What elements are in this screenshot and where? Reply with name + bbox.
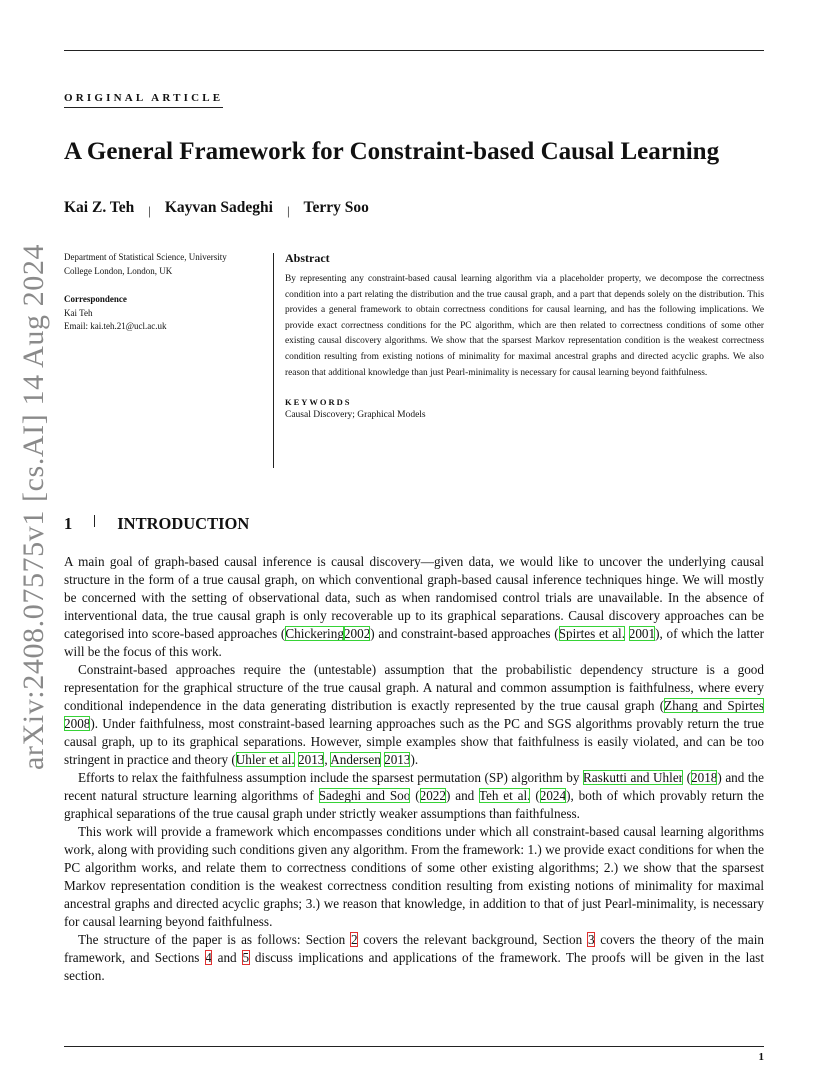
paper-title: A General Framework for Constraint-based Causal Learning bbox=[64, 138, 720, 165]
citation-link[interactable]: Sadeghi and Soo bbox=[318, 788, 411, 803]
section-ref-link[interactable]: 5 bbox=[242, 950, 250, 965]
citation-link[interactable]: 2001 bbox=[628, 626, 656, 641]
abstract-heading: Abstract bbox=[285, 251, 330, 265]
section-heading bbox=[64, 514, 249, 534]
bottom-rule bbox=[64, 1046, 764, 1047]
body-text bbox=[64, 553, 764, 985]
section-number: 1 bbox=[64, 514, 73, 533]
citation-link[interactable]: 2013 bbox=[384, 752, 411, 767]
section-ref-link[interactable]: 2 bbox=[350, 932, 358, 947]
author-list bbox=[64, 199, 369, 217]
citation-link[interactable]: Uhler et al. bbox=[235, 752, 295, 767]
top-rule bbox=[64, 50, 764, 51]
citation-link[interactable]: Teh et al. bbox=[478, 788, 531, 803]
paragraph: A main goal of graph-based causal inference is causal discovery—given data, we would like to uncover the underlying causal structure in the form of a true causal graph, on which conventional graph-based causal inference techniques hinge. We will mostly be concerned with the setting of observational data, such as when randomised control trials are unavailable. In the absence of interventional data, the true causal graph is only recoverable up to its graphical separations. Causal discovery approaches can be categorised into score-based approaches (Chickering2002) and constraint-based approaches (Spirtes et al. 2001), of which the latter will be the focus of this work. bbox=[64, 554, 765, 659]
author-name: Kai Z. Teh bbox=[64, 199, 135, 216]
page-number: 1 bbox=[758, 1051, 764, 1063]
section-ref-link[interactable]: 4 bbox=[205, 950, 212, 965]
column-divider bbox=[273, 253, 274, 468]
citation-link[interactable]: 2024 bbox=[539, 788, 567, 803]
abstract-block bbox=[285, 251, 764, 420]
paragraph: Constraint-based approaches require the (untestable) assumption that the probabilistic dependency structure is a good representation for the graphical structure of the true causal graph. A natural and common assumption is faithfulness, where every conditional independence in the data generating distribution is exactly represented by the true causal graph (Zhang and Spirtes 2008). Under faithfulness, most constraint-based learning approaches such as the PC and SGS algorithms provably return the true causal graph, up to its graphical separations. However, simple examples show that faithfulness is easily violated, and can be too stringent in practice and theory (Uhler et al. 2013, Andersen 2013). bbox=[64, 662, 764, 767]
affiliation-line: Department of Statistical Science, University bbox=[64, 252, 227, 262]
article-type-label: ORIGINAL ARTICLE bbox=[64, 92, 223, 108]
arxiv-identifier[interactable]: arXiv:2408.07575v1 [cs.AI] 14 Aug 2024 bbox=[17, 243, 50, 770]
citation-link[interactable]: Spirtes et al. bbox=[558, 626, 626, 641]
author-name: Terry Soo bbox=[303, 199, 369, 216]
correspondence-email: Email: kai.teh.21@ucl.ac.uk bbox=[64, 321, 167, 331]
correspondence-heading: Correspondence bbox=[64, 294, 127, 304]
correspondence-name: Kai Teh bbox=[64, 307, 93, 318]
section-bar bbox=[94, 515, 95, 527]
citation-link[interactable]: 2013 bbox=[298, 752, 325, 767]
section-ref-link[interactable]: 3 bbox=[587, 932, 595, 947]
citation-link[interactable]: Raskutti and Uhler bbox=[582, 770, 684, 785]
author-info-column bbox=[64, 251, 264, 334]
author-separator: | bbox=[148, 203, 151, 218]
author-name: Kayvan Sadeghi bbox=[164, 199, 273, 216]
citation-link[interactable]: Andersen bbox=[330, 752, 381, 767]
citation-link[interactable]: Zhang and Spirtes bbox=[664, 698, 764, 713]
citation-link[interactable]: 2002 bbox=[343, 626, 371, 641]
citation-link[interactable]: Chickering bbox=[285, 626, 344, 641]
paragraph: The structure of the paper is as follows: Section 2 covers the relevant background, Section 3 covers the theory of the main framework, and Sections 4 and 5 discuss implications and applications of the framework. The proofs will be given in the last section. bbox=[64, 932, 764, 983]
citation-link[interactable]: 2018 bbox=[691, 770, 718, 785]
keywords-text: Causal Discovery; Graphical Models bbox=[285, 410, 426, 421]
citation-link[interactable]: 2022 bbox=[419, 788, 446, 803]
affiliation-line: College London, London, UK bbox=[64, 265, 173, 276]
paragraph: Efforts to relax the faithfulness assumption include the sparsest permutation (SP) algorithm by Raskutti and Uhler (2018) and the recent natural structure learning algorithms of Sadeghi and Soo (2022) and Teh et al. (2024), both of which provably return the graphical separations of the true causal graph under strictly weaker assumptions than faithfulness. bbox=[64, 770, 765, 821]
section-title: INTRODUCTION bbox=[117, 514, 250, 533]
abstract-text: By representing any constraint-based causal learning algorithm via a placeholder property, we decompose the correctness condition into a part relating the distribution and the true causal graph, and a part that depends solely on the distribution. This provides a general framework to obtain correctness conditions for causal learning, and has the following implications. We provide exact correctness conditions for the PC algorithm, which are then related to correctness conditions of some other existing causal discovery algorithms. We show that the sparsest Markov representation condition is the weakest correctness condition resulting from existing notions of minimality for maximal ancestral graphs and directed acyclic graphs. We also reason that additional knowledge than just Pearl-minimality is necessary for causal learning beyond faithfulness. bbox=[285, 274, 764, 378]
author-separator: | bbox=[286, 203, 290, 218]
citation-link[interactable]: 2008 bbox=[64, 716, 91, 731]
keywords-heading: KEYWORDS bbox=[285, 397, 352, 408]
paragraph: This work will provide a framework which encompasses conditions under which all constraint-based causal learning algorithms work, along with providing such conditions given any algorithm. From the framework: 1.) we provide exact conditions for when the PC algorithm works, and relate them to correctness conditions of some other existing algorithms; 2.) we show that the sparsest Markov representation condition is the weakest correctness condition resulting from existing notions of minimality for maximal ancestral graphs and directed acyclic graphs; 3.) we reason that knowledge, in addition to that of just Pearl-minimality, is necessary for causal learning beyond faithfulness. bbox=[64, 824, 764, 929]
